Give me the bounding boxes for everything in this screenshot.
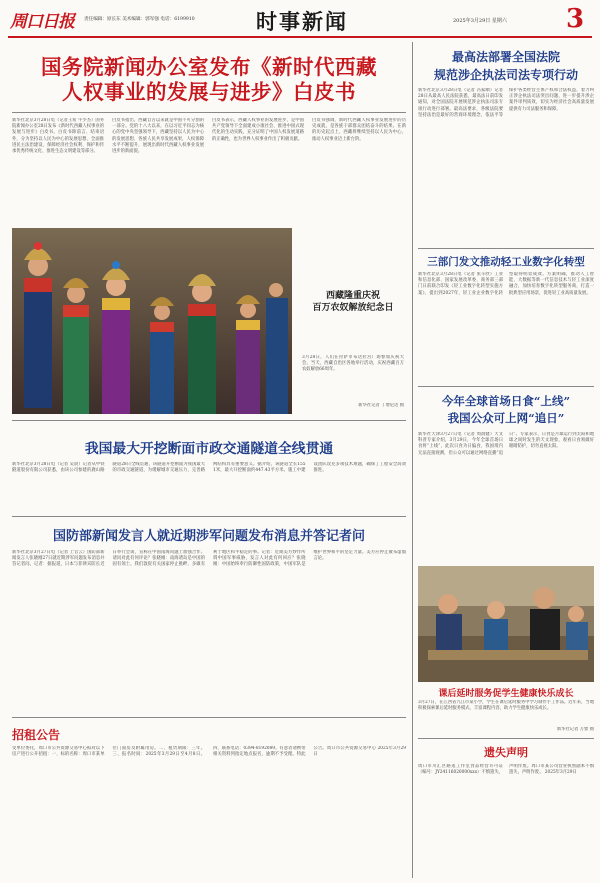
- lead-body-col2: 白皮书指出，西藏自古以来就是中国不可分割的一部分。党的十八大以来，在以习近平同志为核心的党中央坚强领导下，西藏坚持以人民为中心的发展思想，各族人民共享发展成果，人权保障水平不断提升，展现出新时代西藏人权事业发展进步的新面貌。: [112, 118, 204, 155]
- editor-info: 责任编辑：原长东 美术编辑：郭军强 电话：6199910: [84, 17, 195, 22]
- photo-caption: 3月28日，人们在拉萨市布达拉宫广场参加庆祝大会。当天，西藏自治区各地举行活动，庆祝西藏百万农奴解放66周年。: [302, 355, 404, 373]
- recruit-title: 招租公告: [12, 728, 61, 742]
- court-body: 新华社北京3月28日电（记者 冯家顺）记者28日从最高人民法院获悉，最高法日前印发通知，对全国法院开展规范涉企执法司法专项行动进行部署。最高法要求，各级法院要坚持法治是最好的营商环境理念，依法平等保护各类经营主体产权和合法权益，着力纠正涉企执法司法突出问题，进一步提升涉企案件审判质效，切实为经济社会高质量发展提供有力司法服务和保障。: [418, 88, 594, 118]
- internet-body: 新华社天津3月27日电（记者 周润健）天文科普专家介绍，3月29日，今年全球首场日食将“上线”，此次日食为日偏食，我国境内无法直接观测，但公众可以通过网络直播“追日”。专家表示，日食是月球运行到太阳和地球之间时发生的天文现象，观看日食须做好眼睛防护，切勿直视太阳。: [418, 432, 594, 456]
- school-photo-caption: 3月27日，在江西省九江市某小学，学生在课后延时服务中学习制作手工作品。近年来，当地积极探索课后延时服务模式，丰富课程内容，助力学生健康快乐成长。: [418, 700, 594, 712]
- lead-headline-line1: 国务院新闻办公室发布《新时代西藏: [41, 55, 377, 79]
- defense-body: 新华社北京3月27日电（记者 上官云）国防部新闻发言人张晓刚27日就近期涉军问题发布消息并答记者问。记者：据报道，日本与菲律宾防长近日举行会谈，宣称在中国南海问题上加强合作。请问对此有何评论？张晓刚：南海诸岛是中国的固有领土。我们敦促有关国家停止挑衅，多做有利于地区和平稳定的事。记者：近期美方炒作所谓中国军事威胁，发言人对此有何回应？张晓刚：中国始终奉行防御性国防政策，中国军队是维护世界和平的坚定力量。美方应停止散布虚假言论。: [12, 550, 406, 568]
- lost-title: 遗失声明: [484, 746, 528, 759]
- internet-headline-line1: 今年全球首场日食“上线”: [441, 394, 571, 408]
- photo-title-line2: 百万农奴解放纪念日: [312, 303, 394, 313]
- lead-body-col1: 新华社北京3月28日电（记者王希 牛少杰）国务院新闻办公室28日发布《新时代西藏人权事业的发展与进步》白皮书。白皮书除前言、结束语外，分为坚持以人民为中心的发展思想、全面推进民主法治建设、保障经济社会权利、保护和传承优秀传统文化、推进生态文明建设等部分。: [12, 118, 104, 155]
- tunnel-bottom-rule: [12, 516, 406, 517]
- light-industry-headline: 三部门发文推动轻工业数字化转型: [427, 256, 585, 268]
- lead-body-col3: 白皮书表示，西藏人权事业的发展进步，是中国共产党领导下全面建成小康社会、推进中国式现代化的生动实践，充分证明了中国人权发展道路的正确性，也为世界人权事业作出了积极贡献。: [212, 118, 304, 142]
- recruit-notice: [12, 724, 406, 874]
- court-headline-line2: 规范涉企执法司法专项行动: [433, 68, 578, 82]
- lead-headline-line2: 人权事业的发展与进步》白皮书: [62, 80, 356, 104]
- lost-body: 周口市川汇区路遥工作室食品经营许可证（编号：JY24116020000xxx）不慎遗失，声明作废。周口市某公司营业执照副本不慎遗失，声明作废。 2025年3月29日: [418, 764, 594, 776]
- light-industry-bottom-rule: [418, 386, 594, 387]
- masthead: [0, 0, 600, 40]
- right-column-divider: [412, 42, 413, 878]
- lost-notice: [418, 742, 594, 878]
- light-industry-body: 新华社北京3月28日电（记者 张辛欣）工业和信息化部、国家发展改革委、商务部三部门日前联合印发《轻工业数字化转型实施方案》，提出到2027年，轻工业企业数字化转型取得明显成效。方案明确，推动人工智能、大数据等新一代信息技术与轻工业深度融合，加快培育数字化转型服务商，打造一批典型应用场景，促进轻工业高质量发展。: [418, 272, 594, 296]
- section-title: 时事新闻: [256, 9, 348, 34]
- lead-body-col4: 白皮书强调，新时代西藏人权事业发展进步的历史成就，是各族干部群众团结奋斗的结果。在新的历史起点上，西藏将继续坚持以人民为中心，推动人权事业迈上新台阶。: [312, 118, 406, 142]
- photo-credit: 新华社记者 丁增尼达 摄: [358, 403, 404, 408]
- school-photo-title: 课后延时服务促学生健康快乐成长: [438, 689, 574, 699]
- tunnel-body: 新华社北京3月28日电（记者 吴晨）记者从中铁隧道股份有限公司获悉，由该公司参建的鹿山路隧道28日全线贯通，该隧道开挖断面为我国最大的市政交通隧道，为缓解城市交通压力、完善路网结构具有重要意义。据介绍，该隧道全长1551米，最大开挖断面约447.43平方米。施工中建设团队攻克多项技术难题，确保了工程安全高效推进。: [12, 462, 406, 474]
- school-photo-credit: 新华社记者 万象 摄: [556, 727, 594, 732]
- page-number: 3: [566, 4, 585, 34]
- masthead-rule: [8, 36, 592, 38]
- school-bottom-rule: [418, 738, 594, 739]
- school-photo: [418, 566, 594, 682]
- tibet-celebration-photo: [12, 228, 292, 414]
- page-date: 2025年3月29日 星期六: [453, 18, 507, 24]
- court-bottom-rule: [418, 248, 594, 249]
- court-headline-line1: 最高法部署全国法院: [451, 50, 560, 64]
- recruit-body: 受单位委托，周口市公共资源交易中心拟对以下房产进行公开招租：一、标的名称：周口市某单位门面房及附属用房。二、租赁期限：三年。三、报名时间：2025年3月29日至4月8日。四、联系电话：0394-8192089。有意者请携带相关资料到指定地点报名，逾期不予受理。特此公告。周口市公共资源交易中心 2025年3月29日: [12, 746, 406, 758]
- internet-headline-line2: 我国公众可上网“追日”: [447, 411, 565, 425]
- defense-headline: 国防部新闻发言人就近期涉军问题发布消息并答记者问: [52, 529, 365, 544]
- defense-bottom-rule: [12, 717, 406, 718]
- lead-headline-rule: [12, 112, 406, 113]
- tunnel-headline: 我国最大开挖断面市政交通隧道全线贯通: [84, 441, 334, 457]
- lead-bottom-rule: [12, 420, 406, 421]
- newspaper-logo: 周口日报: [10, 12, 74, 32]
- photo-title-line1: 西藏隆重庆祝: [325, 291, 380, 301]
